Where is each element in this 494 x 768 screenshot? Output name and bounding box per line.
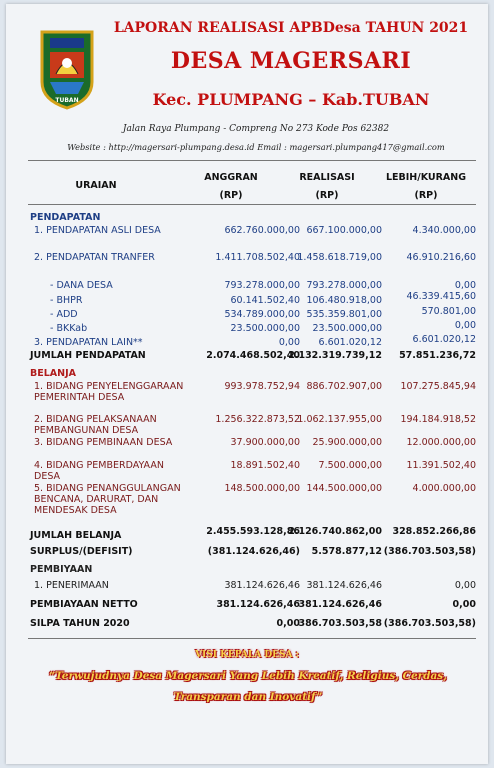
row-label: JUMLAH PENDAPATAN — [30, 350, 146, 361]
row-selisih: 6.601.020,12 — [412, 334, 476, 345]
row-anggaran: 60.141.502,40 — [230, 295, 300, 306]
row-selisih: 46.910.216,60 — [406, 252, 476, 263]
row-anggaran: 381.124.626,46 — [216, 599, 300, 610]
row-selisih: 46.339.415,60 — [406, 291, 476, 302]
row-anggaran: 2.455.593.128,86 — [206, 526, 300, 537]
row-label: 5. BIDANG PENANGGULANGAN BENCANA, DARURAT, DAN MENDESAK DESA — [34, 483, 181, 516]
emblem-text: TUBAN — [55, 97, 79, 104]
row-label: 2. PENDAPATAN TRANFER — [34, 252, 155, 263]
row-label: PEMBIAYAAN NETTO — [30, 599, 138, 610]
visi-text: “Terwujudnya Desa Magersari Yang Lebih Kreatif, Religius, Cerdas, Transparan dan Inovatif” — [49, 670, 447, 703]
row-anggaran: (381.124.626,46) — [207, 546, 300, 557]
row-realisasi: 535.359.801,00 — [306, 309, 382, 320]
row-selisih: 328.852.266,86 — [392, 526, 476, 537]
row-label: 3. BIDANG PEMBINAAN DESA — [34, 437, 173, 448]
row-anggaran: 148.500.000,00 — [224, 483, 300, 494]
row-anggaran: 1.256.322.873,52 — [215, 414, 300, 425]
row-realisasi: 2.132.319.739,12 — [288, 350, 382, 361]
row-selisih: 11.391.502,40 — [406, 460, 476, 471]
report-poster — [6, 4, 488, 764]
row-realisasi: 1.062.137.955,00 — [297, 414, 382, 425]
row-anggaran: 0,00 — [278, 337, 300, 348]
row-label: - ADD — [50, 309, 78, 320]
row-anggaran: 2.074.468.502,40 — [206, 350, 300, 361]
district-name: Kec. PLUMPANG – Kab.TUBAN — [152, 90, 430, 109]
row-label: 1. BIDANG PENYELENGGARAAN PEMERINTAH DESA — [34, 381, 184, 403]
row-selisih: 4.000.000,00 — [412, 483, 476, 494]
row-label: 1. PENDAPATAN ASLI DESA — [34, 225, 161, 236]
row-anggaran: 993.978.752,94 — [224, 381, 300, 392]
row-selisih: (386.703.503,58) — [383, 618, 476, 629]
row-selisih: 0,00 — [452, 599, 476, 610]
section-label: BELANJA — [30, 368, 76, 379]
row-label: - DANA DESA — [50, 280, 113, 291]
row-realisasi: 381.124.626,46 — [306, 580, 382, 591]
report-title: LAPORAN REALISASI APBDesa TAHUN 2021 — [113, 20, 469, 36]
col-header-uraian: URAIAN — [75, 180, 117, 191]
row-selisih: 194.184.918,52 — [400, 414, 476, 425]
header-divider — [28, 160, 476, 161]
kabupaten-tuban-emblem-icon — [38, 30, 96, 110]
row-label: 4. BIDANG PEMBERDAYAAN DESA — [34, 460, 164, 482]
contact-info: Website : http://magersari-plumpang.desa.id Email : magersari.plumpang417@gmail.com — [67, 142, 445, 152]
row-selisih: 4.340.000,00 — [412, 225, 476, 236]
row-realisasi: 2.126.740.862,00 — [288, 526, 382, 537]
row-realisasi: 1.458.618.719,00 — [297, 252, 382, 263]
row-realisasi: 386.703.503,58 — [298, 618, 382, 629]
row-label: 3. PENDAPATAN LAIN** — [34, 337, 143, 348]
row-selisih: 57.851.236,72 — [399, 350, 476, 361]
row-selisih: 570.801,00 — [421, 306, 476, 317]
row-selisih: (386.703.503,58) — [383, 546, 476, 557]
row-anggaran: 23.500.000,00 — [230, 323, 300, 334]
col-header-realisasi-unit: (RP) — [315, 190, 339, 201]
row-realisasi: 667.100.000,00 — [306, 225, 382, 236]
col-header-anggaran: ANGGRAN — [204, 172, 258, 183]
row-label: JUMLAH BELANJA — [30, 530, 122, 541]
row-selisih: 12.000.000,00 — [406, 437, 476, 448]
row-realisasi: 23.500.000,00 — [312, 323, 382, 334]
row-label: - BKKab — [50, 323, 88, 334]
table-bottom-divider — [28, 638, 476, 639]
row-anggaran: 662.760.000,00 — [224, 225, 300, 236]
row-anggaran: 381.124.626,46 — [224, 580, 300, 591]
row-label: 2. BIDANG PELAKSANAAN PEMBANGUNAN DESA — [34, 414, 157, 436]
row-selisih: 0,00 — [454, 280, 476, 291]
row-label: 1. PENERIMAAN — [34, 580, 109, 591]
col-header-anggaran-unit: (RP) — [219, 190, 243, 201]
row-anggaran: 1.411.708.502,40 — [215, 252, 300, 263]
row-realisasi: 106.480.918,00 — [306, 295, 382, 306]
row-selisih: 0,00 — [454, 320, 476, 331]
row-realisasi: 144.500.000,00 — [306, 483, 382, 494]
table-header-divider — [28, 204, 476, 205]
row-realisasi: 25.900.000,00 — [312, 437, 382, 448]
visi-title: VISI KEPALA DESA : — [195, 650, 299, 660]
row-selisih: 107.275.845,94 — [400, 381, 476, 392]
row-label: - BHPR — [50, 295, 83, 306]
col-header-selisih: LEBIH/KURANG — [385, 172, 467, 183]
row-realisasi: 381.124.626,46 — [298, 599, 382, 610]
row-anggaran: 18.891.502,40 — [230, 460, 300, 471]
section-label: PENDAPATAN — [30, 212, 101, 223]
col-header-selisih-unit: (RP) — [414, 190, 438, 201]
section-label: PEMBIYAAN — [30, 564, 93, 575]
row-realisasi: 886.702.907,00 — [306, 381, 382, 392]
row-label: SURPLUS/(DEFISIT) — [30, 546, 133, 557]
village-name: DESA MAGERSARI — [170, 48, 412, 74]
row-realisasi: 6.601.020,12 — [318, 337, 382, 348]
row-anggaran: 37.900.000,00 — [230, 437, 300, 448]
row-selisih: 0,00 — [454, 580, 476, 591]
col-header-realisasi: REALISASI — [299, 172, 355, 183]
row-realisasi: 5.578.877,12 — [311, 546, 382, 557]
row-label: SILPA TAHUN 2020 — [30, 618, 130, 629]
row-realisasi: 793.278.000,00 — [306, 280, 382, 291]
row-anggaran: 0,00 — [276, 618, 300, 629]
row-anggaran: 793.278.000,00 — [224, 280, 300, 291]
address: Jalan Raya Plumpang - Compreng No 273 Kode Pos 62382 — [122, 124, 390, 134]
row-realisasi: 7.500.000,00 — [318, 460, 382, 471]
row-anggaran: 534.789.000,00 — [224, 309, 300, 320]
